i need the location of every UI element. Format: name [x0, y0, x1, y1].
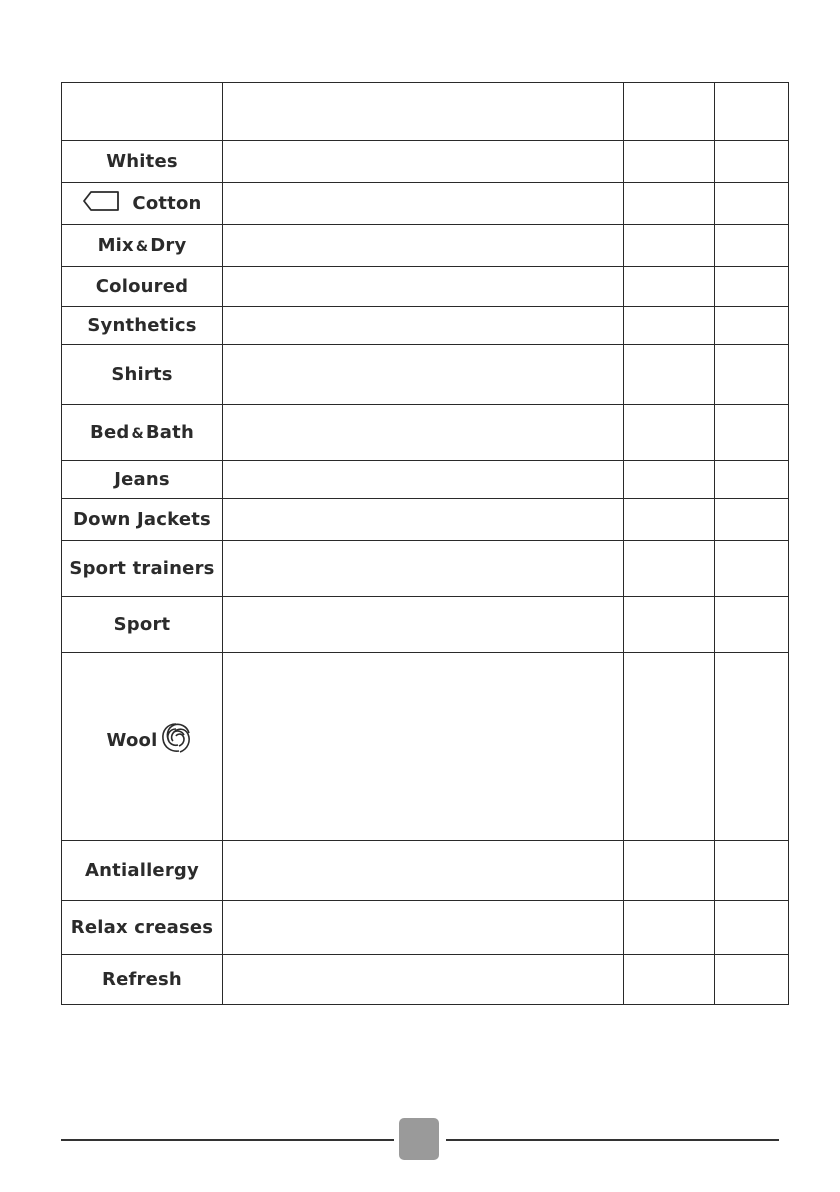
table-cell: [624, 955, 715, 1005]
table-cell: [715, 841, 789, 901]
table-cell: [624, 461, 715, 499]
table-cell: [715, 499, 789, 541]
program-name: Sport: [62, 597, 223, 653]
table-row: [62, 307, 789, 345]
footer-rule-right: [446, 1139, 779, 1141]
header-cell: [715, 83, 789, 141]
program-name: Synthetics: [62, 307, 223, 345]
program-name-cell: [62, 405, 223, 461]
table-cell: [715, 267, 789, 307]
table-cell: [223, 901, 624, 955]
table-cell: [715, 461, 789, 499]
table-cell: [624, 141, 715, 183]
table-cell: [715, 541, 789, 597]
table-row: [62, 461, 789, 499]
table-row: [62, 345, 789, 405]
program-name: Shirts: [62, 345, 223, 405]
program-name-part: Bath: [145, 422, 194, 443]
table-row: [62, 499, 789, 541]
header-cell: [624, 83, 715, 141]
program-name: Wool: [106, 730, 158, 751]
table-cell: [624, 901, 715, 955]
program-name: Sport trainers: [62, 541, 223, 597]
header-cell: [223, 83, 624, 141]
program-name-cell: [62, 225, 223, 267]
table-cell: [223, 405, 624, 461]
table-cell: [715, 653, 789, 841]
table-cell: [223, 499, 624, 541]
table-cell: [715, 597, 789, 653]
table-cell: [715, 345, 789, 405]
table-row: [62, 901, 789, 955]
table-row: [62, 267, 789, 307]
table-row: [62, 541, 789, 597]
ampersand: &: [135, 239, 149, 255]
table-cell: [715, 225, 789, 267]
table-cell: [624, 405, 715, 461]
table-cell: [624, 345, 715, 405]
table-row: [62, 955, 789, 1005]
table-row: [62, 405, 789, 461]
program-name: Whites: [62, 141, 223, 183]
table-cell: [223, 597, 624, 653]
table-cell: [223, 267, 624, 307]
table-cell: [715, 141, 789, 183]
table-row: [62, 141, 789, 183]
program-name-part: Mix: [97, 235, 134, 256]
table-row: [62, 841, 789, 901]
program-name: Antiallergy: [62, 841, 223, 901]
table-cell: [624, 499, 715, 541]
table-cell: [624, 183, 715, 225]
table-cell: [624, 597, 715, 653]
table-header-row: [62, 83, 789, 141]
table-row: [62, 183, 789, 225]
table-cell: [223, 141, 624, 183]
table-cell: [624, 653, 715, 841]
table-cell: [223, 541, 624, 597]
footer-rule-left: [61, 1139, 394, 1141]
program-name-part: Dry: [150, 235, 187, 256]
table-cell: [624, 541, 715, 597]
tag-icon: [82, 190, 120, 217]
table-row: [62, 653, 789, 841]
table-cell: [223, 841, 624, 901]
program-name-cell: [62, 183, 223, 225]
program-name: Refresh: [62, 955, 223, 1005]
table-cell: [715, 405, 789, 461]
program-name: Coloured: [62, 267, 223, 307]
table-cell: [223, 955, 624, 1005]
program-name: Jeans: [62, 461, 223, 499]
table-cell: [624, 841, 715, 901]
table-cell: [223, 225, 624, 267]
table-cell: [223, 345, 624, 405]
page-number-badge: [399, 1118, 439, 1160]
header-cell: [62, 83, 223, 141]
programs-table: [61, 82, 789, 1005]
woolmark-icon: [159, 721, 193, 760]
ampersand: &: [131, 426, 144, 442]
table-cell: [624, 267, 715, 307]
table-cell: [715, 183, 789, 225]
table-cell: [715, 901, 789, 955]
table-cell: [223, 461, 624, 499]
table-cell: [715, 955, 789, 1005]
table-row: [62, 225, 789, 267]
program-name: Down Jackets: [62, 499, 223, 541]
table-cell: [624, 225, 715, 267]
table-cell: [223, 307, 624, 345]
table-cell: [223, 183, 624, 225]
program-name-part: Bed: [90, 422, 130, 443]
table-cell: [624, 307, 715, 345]
table-row: [62, 597, 789, 653]
program-name-cell: [62, 653, 223, 841]
program-name: Cotton: [132, 193, 202, 214]
table-cell: [715, 307, 789, 345]
program-name: Relax creases: [62, 901, 223, 955]
table-cell: [223, 653, 624, 841]
